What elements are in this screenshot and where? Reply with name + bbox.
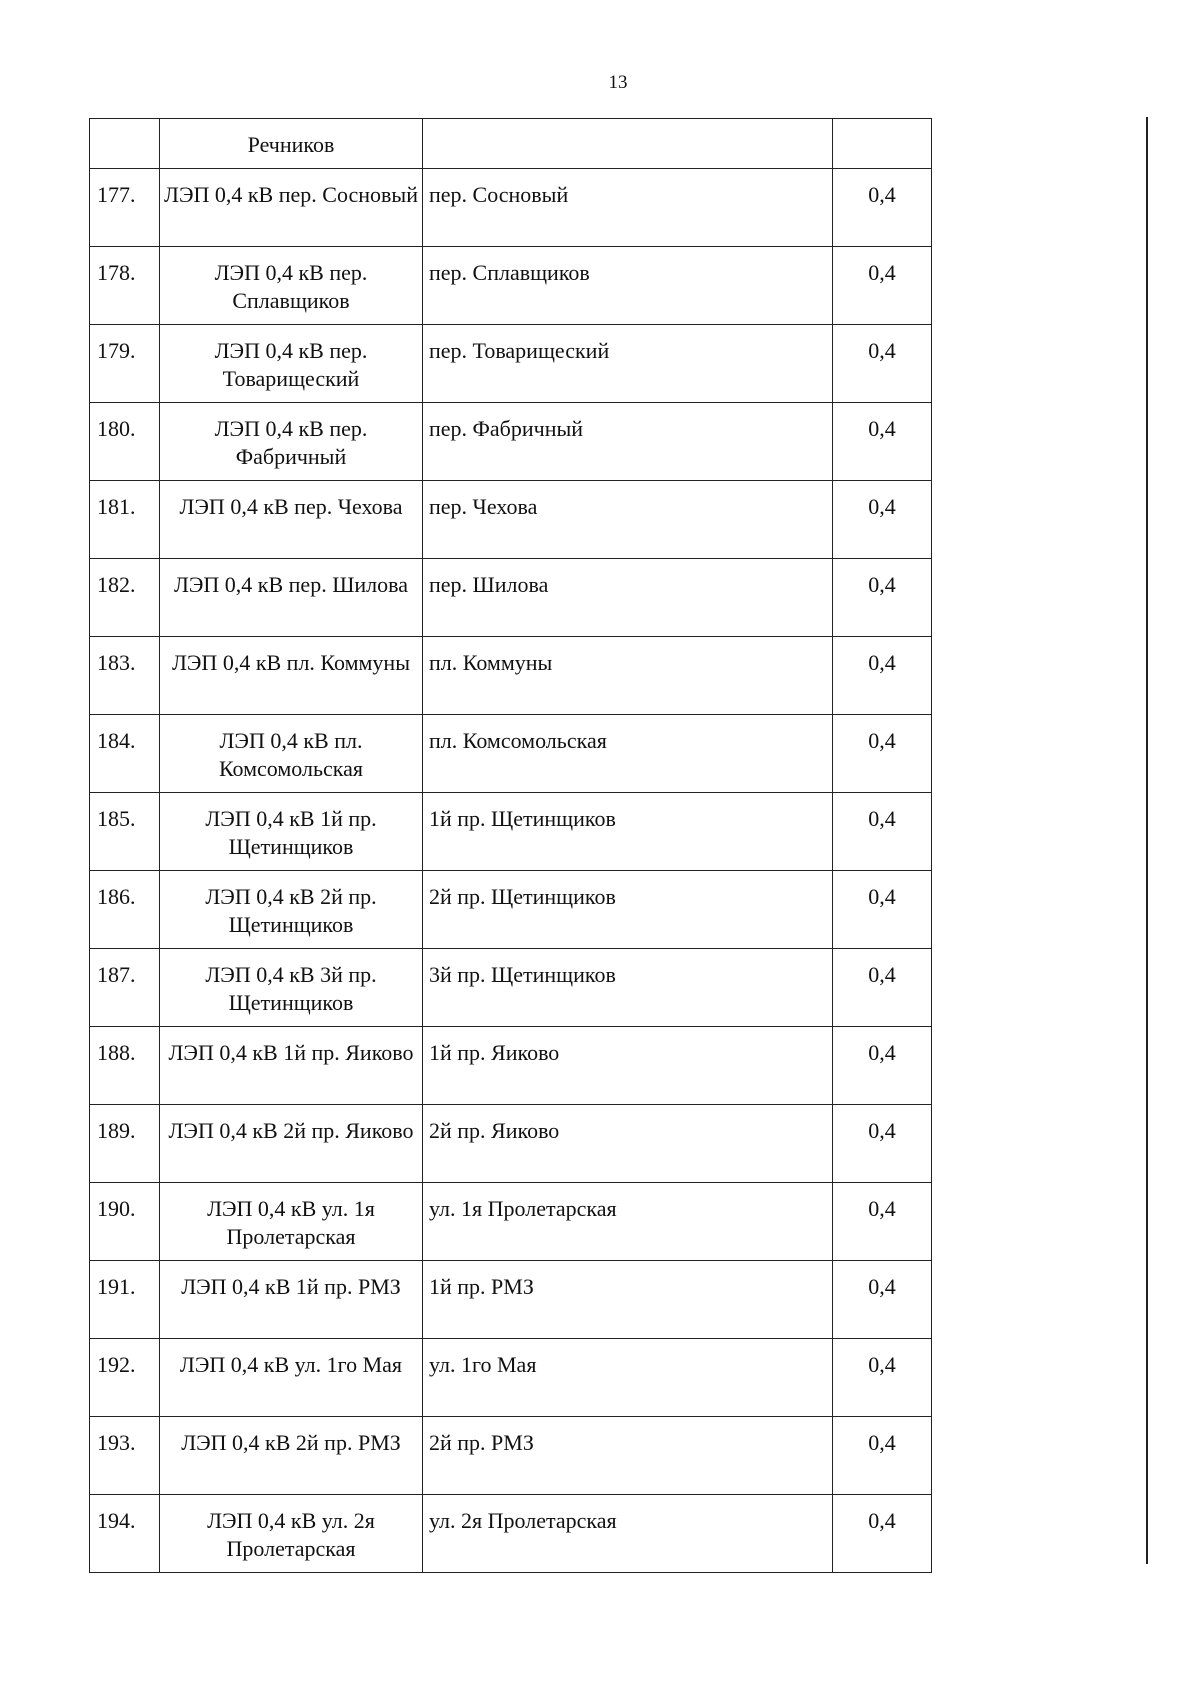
line-name-cell: ЛЭП 0,4 кВ пл. Комсомольская [160, 715, 423, 793]
row-number-cell: 194. [90, 1495, 160, 1573]
voltage-cell: 0,4 [833, 871, 932, 949]
row-number-cell: 187. [90, 949, 160, 1027]
line-name-cell: ЛЭП 0,4 кВ пл. Коммуны [160, 637, 423, 715]
line-name-cell: ЛЭП 0,4 кВ 2й пр. РМЗ [160, 1417, 423, 1495]
voltage-cell: 0,4 [833, 403, 932, 481]
row-number-cell: 186. [90, 871, 160, 949]
continuation-row [90, 119, 932, 169]
table-row [90, 793, 932, 871]
line-name-cell: ЛЭП 0,4 кВ ул. 1я Пролетарская [160, 1183, 423, 1261]
voltage-cell: 0,4 [833, 325, 932, 403]
table-row [90, 1027, 932, 1105]
row-number-cell: 178. [90, 247, 160, 325]
voltage-cell: 0,4 [833, 247, 932, 325]
table-row [90, 559, 932, 637]
line-name-cell: ЛЭП 0,4 кВ 3й пр. Щетинщиков [160, 949, 423, 1027]
table-row [90, 247, 932, 325]
location-cell: пер. Сосновый [423, 169, 833, 247]
voltage-cell: 0,4 [833, 481, 932, 559]
table-row [90, 1261, 932, 1339]
location-cell: 2й пр. Яиково [423, 1105, 833, 1183]
line-name-cell: ЛЭП 0,4 кВ 1й пр. РМЗ [160, 1261, 423, 1339]
location-cell: 2й пр. Щетинщиков [423, 871, 833, 949]
voltage-cell: 0,4 [833, 559, 932, 637]
location-cell: 1й пр. Щетинщиков [423, 793, 833, 871]
row-number-cell: 190. [90, 1183, 160, 1261]
table-row [90, 1417, 932, 1495]
line-name-cell: ЛЭП 0,4 кВ 2й пр. Щетинщиков [160, 871, 423, 949]
table-row [90, 1105, 932, 1183]
table-row [90, 403, 932, 481]
location-cell: 2й пр. РМЗ [423, 1417, 833, 1495]
line-name-cell: ЛЭП 0,4 кВ пер. Товарищеский [160, 325, 423, 403]
table-row [90, 1339, 932, 1417]
location-cell: 1й пр. РМЗ [423, 1261, 833, 1339]
table-row [90, 1495, 932, 1573]
voltage-cell: 0,4 [833, 1105, 932, 1183]
voltage-cell: 0,4 [833, 793, 932, 871]
line-name-cell: ЛЭП 0,4 кВ ул. 1го Мая [160, 1339, 423, 1417]
voltage-cell: 0,4 [833, 1261, 932, 1339]
table-row [90, 871, 932, 949]
table-row [90, 949, 932, 1027]
location-cell: 3й пр. Щетинщиков [423, 949, 833, 1027]
location-cell: ул. 1я Пролетарская [423, 1183, 833, 1261]
line-name-cell: ЛЭП 0,4 кВ 1й пр. Яиково [160, 1027, 423, 1105]
line-name-cell: ЛЭП 0,4 кВ ул. 2я Пролетарская [160, 1495, 423, 1573]
table-row [90, 481, 932, 559]
location-cell: пер. Чехова [423, 481, 833, 559]
row-number-cell: 183. [90, 637, 160, 715]
power-lines-table [89, 118, 932, 1573]
location-cell: пер. Шилова [423, 559, 833, 637]
table-row [90, 1183, 932, 1261]
voltage-cell: 0,4 [833, 1339, 932, 1417]
row-number-cell: 193. [90, 1417, 160, 1495]
voltage-cell: 0,4 [833, 637, 932, 715]
row-number-cell: 181. [90, 481, 160, 559]
row-number-cell: 184. [90, 715, 160, 793]
row-number-cell: 180. [90, 403, 160, 481]
location-cell: 1й пр. Яиково [423, 1027, 833, 1105]
line-name-cell: ЛЭП 0,4 кВ 2й пр. Яиково [160, 1105, 423, 1183]
row-number-cell: 192. [90, 1339, 160, 1417]
row-number-cell: 191. [90, 1261, 160, 1339]
line-name-cell: Речников [160, 119, 423, 169]
voltage-cell: 0,4 [833, 1183, 932, 1261]
table-row [90, 715, 932, 793]
table-row [90, 325, 932, 403]
row-number-cell: 179. [90, 325, 160, 403]
voltage-cell: 0,4 [833, 949, 932, 1027]
line-name-cell: ЛЭП 0,4 кВ пер. Сплавщиков [160, 247, 423, 325]
voltage-cell: 0,4 [833, 1417, 932, 1495]
location-cell: ул. 2я Пролетарская [423, 1495, 833, 1573]
location-cell: пл. Комсомольская [423, 715, 833, 793]
location-cell: пер. Товарищеский [423, 325, 833, 403]
row-number-cell: 188. [90, 1027, 160, 1105]
row-number-cell: 182. [90, 559, 160, 637]
table-row [90, 637, 932, 715]
location-cell: пл. Коммуны [423, 637, 833, 715]
location-cell [423, 119, 833, 169]
right-margin-line [1146, 117, 1148, 1564]
line-name-cell: ЛЭП 0,4 кВ пер. Фабричный [160, 403, 423, 481]
voltage-cell: 0,4 [833, 1495, 932, 1573]
row-number-cell: 189. [90, 1105, 160, 1183]
row-number-cell: 185. [90, 793, 160, 871]
location-cell: ул. 1го Мая [423, 1339, 833, 1417]
page-number: 13 [608, 72, 628, 93]
location-cell: пер. Фабричный [423, 403, 833, 481]
power-lines-table-body [90, 119, 932, 1573]
line-name-cell: ЛЭП 0,4 кВ пер. Шилова [160, 559, 423, 637]
line-name-cell: ЛЭП 0,4 кВ пер. Сосновый [160, 169, 423, 247]
line-name-cell: ЛЭП 0,4 кВ 1й пр. Щетинщиков [160, 793, 423, 871]
voltage-cell: 0,4 [833, 169, 932, 247]
voltage-cell: 0,4 [833, 1027, 932, 1105]
table-row [90, 169, 932, 247]
voltage-cell [833, 119, 932, 169]
voltage-cell: 0,4 [833, 715, 932, 793]
location-cell: пер. Сплавщиков [423, 247, 833, 325]
row-number-cell: 177. [90, 169, 160, 247]
line-name-cell: ЛЭП 0,4 кВ пер. Чехова [160, 481, 423, 559]
row-number-cell [90, 119, 160, 169]
